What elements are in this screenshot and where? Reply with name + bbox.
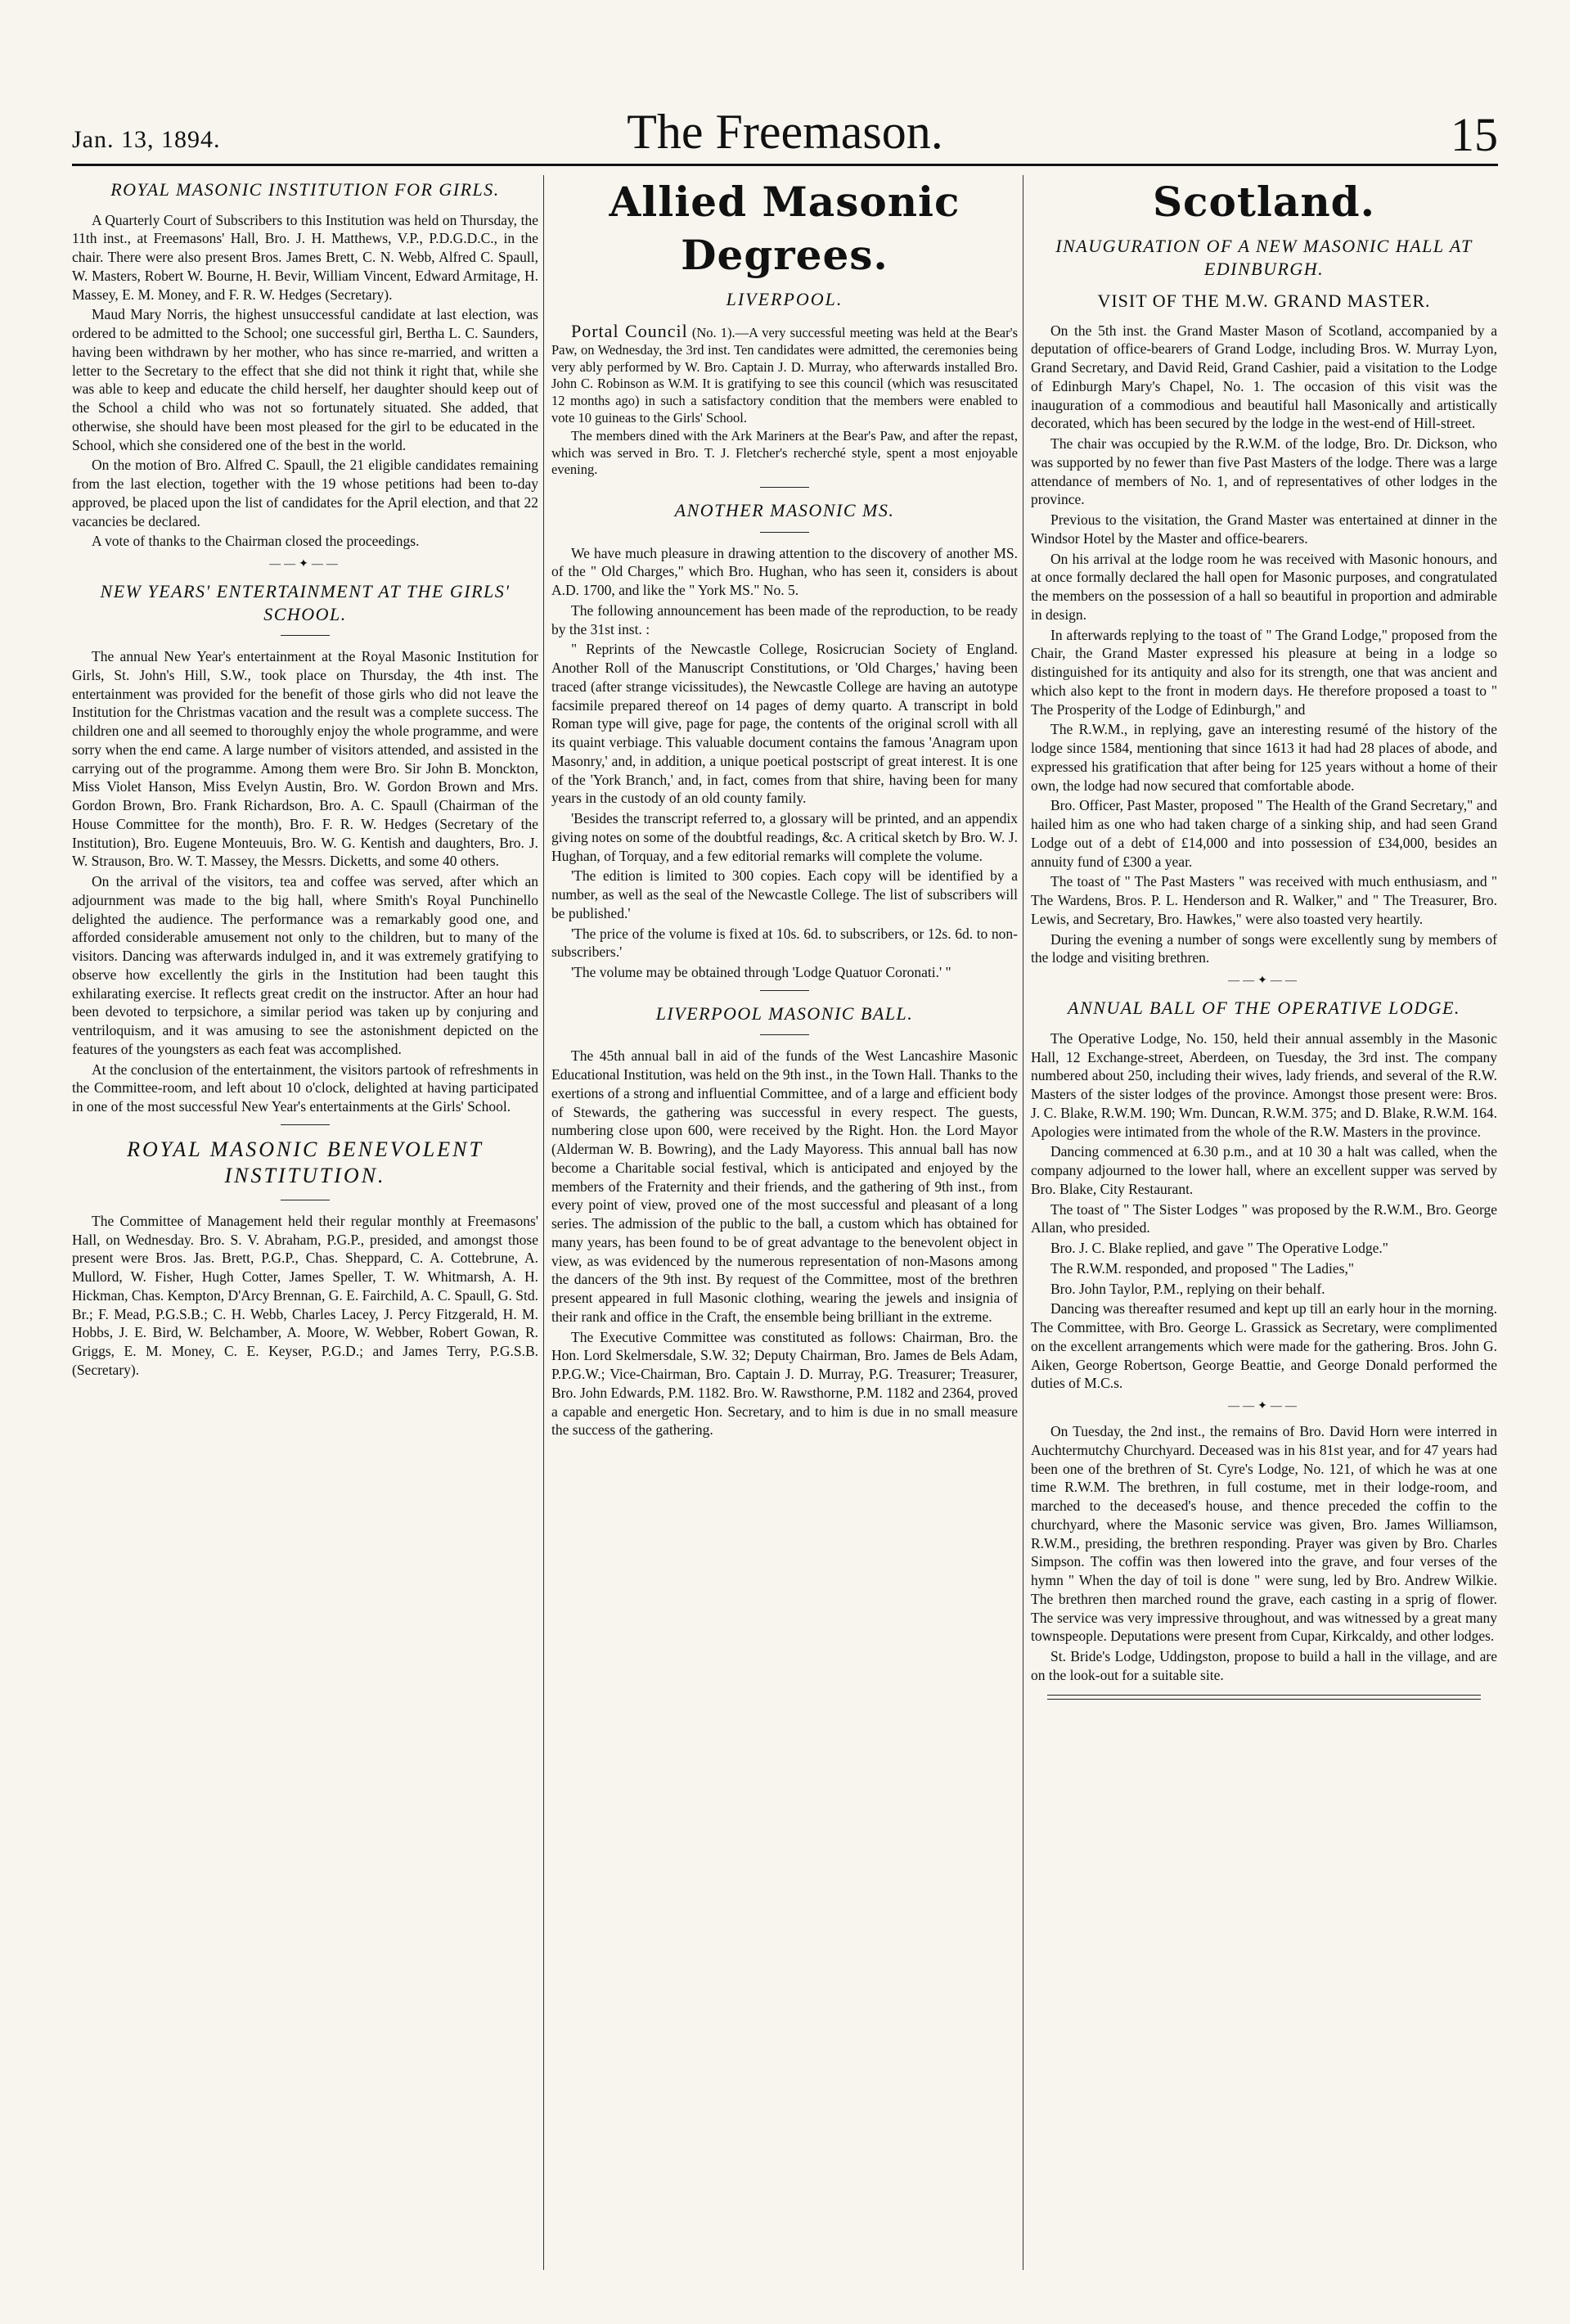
section-heading: ANNUAL BALL OF THE OPERATIVE LODGE. — [1068, 998, 1460, 1019]
paragraph: The toast of " The Past Masters " was received with much enthusiasm, and " The Wardens, Bros. P. L. Henderson and R. Walker," and " The Treasurer, Bro. Lewis, and Secretary, Bro. Hawkes," were also toasted very heartily. — [1031, 873, 1497, 927]
paragraph: A vote of thanks to the Chairman closed the proceedings. — [92, 533, 420, 550]
heading-rule — [760, 1034, 809, 1035]
column-header: Scotland. — [1152, 178, 1376, 226]
paragraph: On the 5th inst. the Grand Master Mason of Scotland, accompanied by a deputation of office-bearers of Grand Lodge, including Bros. W. Murray Lyon, Grand Secretary, and David Reid, Grand Cashier, paid a visitation to the Lodge of Edinburgh Mary's Chapel, No. 1. The occasion of this visit was the inauguration of a commodious and beautiful hall Masonically and artistically decorated, which has been secured by the lodge in the west-end of Hill-street. — [1031, 322, 1497, 432]
masthead — [72, 65, 1498, 166]
paragraph: We have much pleasure in drawing attention to the discovery of another MS. of the " Old Charges," which Bro. Hughan, who has seen it, considers is about A.D. 1700, and like the " York MS." No. 5. — [551, 544, 1018, 599]
closing-rule — [1047, 1695, 1481, 1700]
heading-rule — [281, 635, 330, 636]
section-ornament: ——✦—— — [1228, 975, 1300, 988]
paragraph: The Operative Lodge, No. 150, held their annual assembly in the Masonic Hall, 12 Exchange-street, Aberdeen, on Tuesday, the 3rd inst. The company numbered about 250, including their wives, lady friends, and several of the R.W. Masters of the sister lodges of the province. Amongst those present were: Bros. J. C. Blake, R.W.M. 190; Wm. Duncan, R.W.M. 375; and D. Blake, R.W.M. 164. Apologies were intimated from the whole of the R.W. Masters in the province. — [1031, 1029, 1497, 1140]
paragraph: The members dined with the Ark Mariners at the Bear's Paw, and after the repast, which was served in Bro. T. J. Fletcher's recherché style, spent a most enjoyable evening. — [551, 428, 1018, 478]
paragraph: On the arrival of the visitors, tea and coffee was served, after which an adjournment was made to the big hall, where Smith's Royal Punchinello delighted the audience. The performance was a remarkably good one, and afforded considerable amusement not only to the children, but to many of the visitors. Dancing was afterwards indulged in, and it was extremely gratifying to observe how excellently the girls in the Institution had been taught this exhilarating exercise. It reflects great credit on the instructor. After an hour had been devoted to terpsichore, a similar period was taken up by conjuring and ventriloquism, and it was amusing to see the astonishment depicted on the features of the youngsters as each feat was accomplished. — [72, 873, 538, 1057]
page-number: 15 — [1451, 108, 1498, 161]
paragraph: The 45th annual ball in aid of the funds of the West Lancashire Masonic Educational Institution, was held on the 9th inst., in the Town Hall. Thanks to the exertions of a strong and influential Committee, and of a large and efficient body of Stewards, the gathering was successful in every respect. The guests, numbering close upon 600, were received by the Right. Hon. the Lord Mayor (Alderman W. B. Bowring), and the Lady Mayoress. This annual ball has now become a Charitable social festival, which is anticipated and enjoyed by the members of the Fraternity and their friends, and the gathering of 9th inst., from every point of view, proved one of the most successful and pleasant of a long series. The admission of the public to the ball, a custom which has obtained for many years, has been found to be of great advantage to the benevolent object in view, as was evidenced by the numerous representation of non-Masons among the dancers of the 9th inst. By request of the Committee, most of the brethren present appeared in full Masonic clothing, wearing the jewels and insignia of their rank and office in the Craft, the ensemble being brilliant in the extreme. — [551, 1047, 1018, 1325]
section-heading: INAUGURATION OF A NEW MASONIC HALL AT EDINBURGH. — [1055, 236, 1473, 279]
paragraph: Dancing was thereafter resumed and kept up till an early hour in the morning. The Committee, with Bro. George L. Grassick as Secretary, were complimented on the excellent arrangements which were made for the gathering. Bros. John G. Aiken, George Robertson, George Beattie, and George Donald performed the duties of M.C.s. — [1031, 1300, 1497, 1392]
subheading: VISIT OF THE M.W. GRAND MASTER. — [1097, 290, 1431, 311]
lead-in: Portal Council — [571, 320, 688, 341]
heading-rule — [760, 487, 809, 488]
heading-rule — [760, 532, 809, 533]
paragraph: During the evening a number of songs were excellently sung by members of the lodge and visiting brethren. — [1031, 930, 1497, 966]
heading-rule — [281, 1124, 330, 1125]
paragraph: Bro. Officer, Past Master, proposed " The Health of the Grand Secretary," and hailed him as one who had taken charge of a sinking ship, and had seen Grand Lodge out of a debt of £14,000 and into possession of £34,000, besides an annuity fund of £300 a year. — [1031, 797, 1497, 870]
place-heading: LIVERPOOL. — [726, 289, 843, 309]
column-divider — [543, 175, 544, 2270]
paragraph: The R.W.M. responded, and proposed " The Ladies," — [1050, 1259, 1355, 1277]
paragraph: The toast of " The Sister Lodges " was proposed by the R.W.M., Bro. George Allan, who presided. — [1031, 1200, 1497, 1236]
paragraph: Dancing commenced at 6.30 p.m., and at 10 30 a halt was called, when the company adjourned to the lower hall, where an excellent supper was served by Bro. Blake, City Restaurant. — [1031, 1143, 1497, 1197]
paragraph: 'The price of the volume is fixed at 10s. 6d. to subscribers, or 12s. 6d. to non-subscribers.' — [551, 925, 1018, 961]
paragraph-text: (No. 1).—A very successful meeting was held at the Bear's Paw, on Wednesday, the 3rd inst. Ten candidates were admitted, the ceremonies being very ably performed by W. Bro. Captain J. D. Murray, who afterwards installed Bro. John C. Robinson as W.M. It is gratifying to see this council (which was resuscitated 12 months ago) in such a satisfactory condition that the members were enabled to vote 10 guineas to the Girls' School. — [551, 324, 1018, 426]
section-heading: ROYAL MASONIC BENEVOLENT INSTITUTION. — [127, 1137, 484, 1188]
column-header: Allied Masonic Degrees. — [609, 178, 960, 279]
paragraph: The chair was occupied by the R.W.M. of the lodge, Bro. Dr. Dickson, who was supported by no fewer than five Past Masters of the lodge. There was a large attendance of members of No. 1, and of representatives of other lodges in the province. — [1031, 435, 1497, 508]
paragraph: The R.W.M., in replying, gave an interesting resumé of the history of the lodge since 1584, mentioning that since 1613 it had had 28 places of abode, and expressed his gratification that after being for 125 years without a home of their own, the lodge had now secured that comfortable abode. — [1031, 721, 1497, 794]
paragraph: St. Bride's Lodge, Uddingston, propose to build a hall in the village, and are on the look-out for a suitable site. — [1031, 1648, 1497, 1683]
section-ornament: ——✦—— — [1228, 1400, 1300, 1413]
section-heading: ANOTHER MASONIC MS. — [674, 500, 895, 521]
paragraph: The Executive Committee was constituted as follows: Chairman, Bro. the Hon. Lord Skelmersdale, S.W. 32; Deputy Chairman, Bro. James de Bels Adam, P.P.G.W.; Vice-Chairman, Bro. Captain J. D. Murray, P.G. Treasurer; Treasurer, Bro. John Edwards, P.M. 1182. Bro. W. Rawsthorne, P.M. 1182 and 2364, proved a capable and energetic Hon. Secretary, and to him is due in no small measure the success of the gathering. — [551, 1328, 1018, 1439]
paragraph: Bro. John Taylor, P.M., replying on their behalf. — [1050, 1280, 1325, 1297]
section-heading: LIVERPOOL MASONIC BALL. — [655, 1002, 914, 1024]
section-heading: NEW YEARS' ENTERTAINMENT AT THE GIRLS' SCHOOL. — [100, 581, 511, 624]
paragraph: In afterwards replying to the toast of " The Grand Lodge," proposed from the Chair, the Grand Master expressed his pleasure at being in a lodge so distinguished for its antiquity and also for its strength, one that was ancient and which also kept to the front in modern days. He therefore proposed a toast to " The Prosperity of the Lodge of Edinburgh," and — [1031, 626, 1497, 718]
paragraph: The annual New Year's entertainment at the Royal Masonic Institution for Girls, St. John's Hill, S.W., took place on Thursday, the 4th inst. The entertainment was provided for the benefit of those girls who did not leave the Institution for the Christmas vacation and the result was a complete success. The children one and all seemed to thoroughly enjoy the whole programme, and were sorry when the end came. A large number of visitors attended, and assisted in the carrying out of the programme. Among them were Bro. Sir John B. Monckton, Miss Violet Hanson, Miss Evelyn Austin, Bro. W. Gordon Brown and Mrs. Gordon Brown, Bro. Frank Richardson, Bro. A. C. Spaull (Chairman of the House Committee for the month), Bro. F. R. W. Hedges (Secretary of the Institution), Bro. Eugene Monteuuis, Bro. W. G. Kentish and daughters, Bro. J. W. Strauson, Bro. W. T. Massey, the Messrs. Dicketts, and some 40 others. — [72, 648, 538, 870]
paragraph: On his arrival at the lodge room he was received with Masonic honours, and at once formally declared the hall open for Masonic purposes, and congratulated the members on the possession of a hall so beautiful in proportion and admirable in design. — [1031, 550, 1497, 623]
paragraph: 'Besides the transcript referred to, a glossary will be printed, and an appendix giving notes on some of the doubtful readings, &c. A critical sketch by Bro. W. J. Hughan, of Torquay, and a few editorial remarks will complete the volume. — [551, 810, 1018, 864]
paragraph: The Committee of Management held their regular monthly at Freemasons' Hall, on Wednesday. Bro. S. V. Abraham, P.G.P., presided, and amongst those present were Bros. Jas. Brett, P.G.P., Chas. Sheppard, C. A. Cottebrune, A. Mullord, W. Fisher, Hugh Cotter, James Speller, T. W. Whitmarsh, A. H. Hickman, Chas. Kempton, D'Arcy Brennan, G. E. Fairchild, A. C. Spaull, G. Std. Br.; F. Mead, P.G.S.B.; C. H. Webb, Charles Lacey, J. Percy Fitzgerald, H. M. Hobbs, J. E. Bird, W. Belchamber, A. Moore, W. Webber, Robert Gowan, R. Griggs, E. M. Money, C. E. Keyser, P.G.D.; and James Terry, P.G.S.B. (Secretary). — [72, 1212, 538, 1378]
paragraph: Previous to the visitation, the Grand Master was entertained at dinner in the Windsor Hotel by the Master and office-bearers. — [1031, 511, 1497, 547]
column-left — [72, 175, 538, 2270]
paragraph — [551, 320, 1018, 427]
newspaper-title: The Freemason. — [627, 105, 943, 159]
paragraph: 'The edition is limited to 300 copies. Each copy will be identified by a number, as well as the seal of the Newcastle College. The list of subscribers will be published.' — [551, 867, 1018, 921]
paragraph: On Tuesday, the 2nd inst., the remains of Bro. David Horn were interred in Auchtermutchy Churchyard. Deceased was in his 81st year, and for 47 years had been one of the brethren of St. Cyre's Lodge, No. 121, of which he was at one time R.W.M. The brethren, in full costume, met in their lodge-room, and marched to the deceased's house, and thence preceded the coffin to the churchyard, where the Masonic service was given, Bro. James Williamson, R.W.M., presiding, the brethren responding. Prayer was given by Bro. Charles Simpson. The coffin was then lowered into the grave, and four verses of the hymn " When the day of toil is done " were sung, led by Bro. Andrew Wilkie. The brethren then marched round the grave, each casting in a sprig of flower. The service was very impressive throughout, and was witnessed by a great many townspeople. Deputations were present from Cupar, Kirkcaldy, and other lodges. — [1031, 1423, 1497, 1645]
paragraph: " Reprints of the Newcastle College, Rosicrucian Society of England. Another Roll of the Manuscript Constitutions, or 'Old Charges,' having been traced (after strange vicissitudes), the Newcastle College are having an autotype facsimile prepared thereof on 14 pages of demy quarto. A transcript in bold Roman type will give, page for page, the contents of the original scroll with all its quaint verbiage. This valuable document contains the famous 'Anagram upon Masonry,' and, in addition, a unique poetical postscript of great interest. It is one of the 'York Branch,' and, in fact, comes from that shire, having been for many years in the custody of an old county family. — [551, 641, 1018, 807]
paragraph: The following announcement has been made of the reproduction, to be ready by the 31st inst. : — [551, 601, 1018, 637]
paragraph: At the conclusion of the entertainment, the visitors partook of refreshments in the Committee-room, and left about 10 o'clock, delighted at having participated in one of the most successful New Year's entertainments at the Girls' School. — [72, 1061, 538, 1115]
issue-date: Jan. 13, 1894. — [72, 126, 221, 153]
paragraph: A Quarterly Court of Subscribers to this Institution was held on Thursday, the 11th inst., at Freemasons' Hall, Bro. J. H. Matthews, V.P., P.D.G.D.C., in the chair. There were also present Bros. James Brett, C. N. Webb, Alfred C. Spaull, W. Masters, Robert W. Bourne, H. Bevir, William Vincent, Edward Armitage, H. Massey, E. M. Money, and F. R. W. Hedges (Secretary). — [72, 211, 538, 303]
paragraph: Maud Mary Norris, the highest unsuccessful candidate at last election, was ordered to be admitted to the School; one successful girl, Bertha L. C. Saunders, having been withdrawn by her mother, who has since re-married, and written a letter to the Secretary to the effect that she did not think it right that, while she was able to keep and educate the child herself, her daughter should keep out of the School a child who was not so fortunately situated. She added, that otherwise, she should have been most pleased for the girl to be educated in the School, which she considered one of the best in the world. — [72, 306, 538, 453]
paragraph: On the motion of Bro. Alfred C. Spaull, the 21 eligible candidates remaining from the last election, together with the 19 whose petitions had been to-day approved, be placed upon the list of candidates for the April election, and that 22 vacancies be declared. — [72, 457, 538, 529]
heading-rule — [760, 990, 809, 991]
section-heading: ROYAL MASONIC INSTITUTION FOR GIRLS. — [110, 179, 500, 200]
paragraph: 'The volume may be obtained through 'Lodge Quatuor Coronati.' " — [571, 964, 951, 981]
column-right — [1031, 175, 1497, 2270]
column-middle — [551, 175, 1018, 2270]
paragraph: Bro. J. C. Blake replied, and gave " The Operative Lodge." — [1050, 1240, 1388, 1257]
section-ornament: ——✦—— — [269, 558, 341, 570]
